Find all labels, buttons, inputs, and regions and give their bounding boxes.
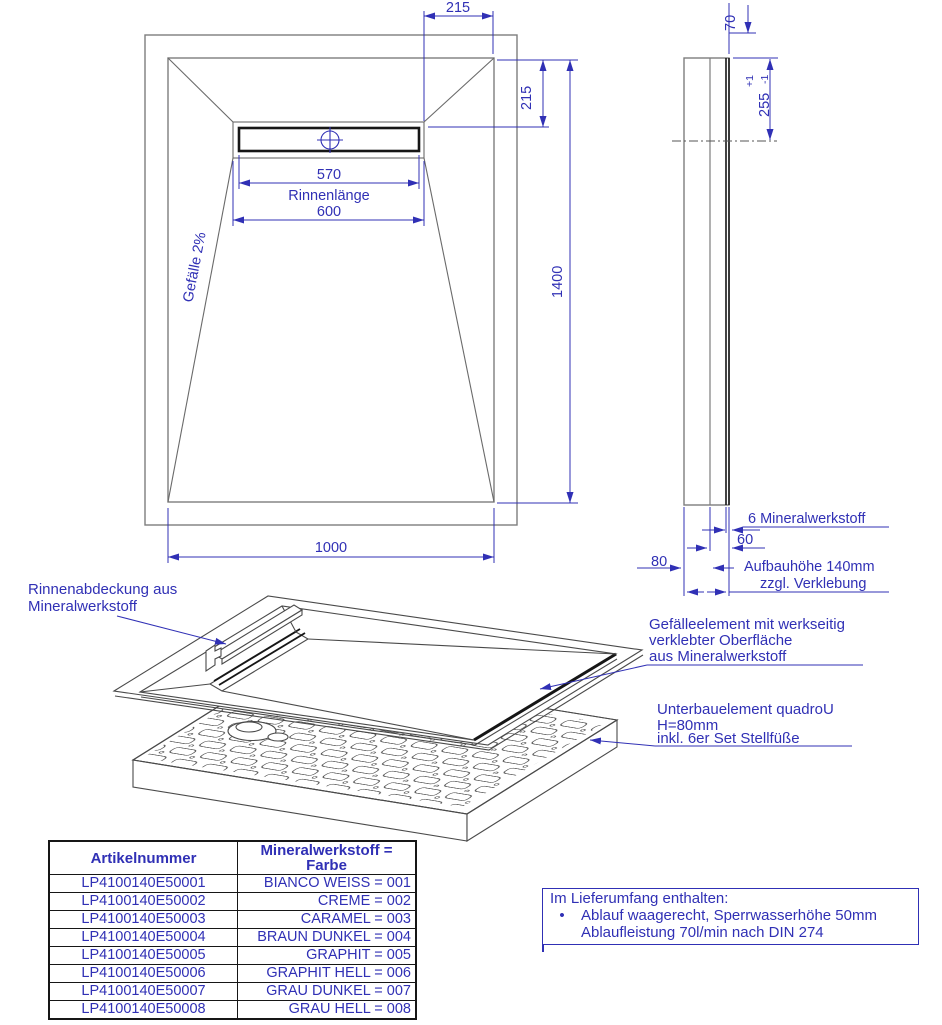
dim-width: 1000 [314, 540, 348, 556]
article-number: LP4100140E50003 [50, 911, 238, 928]
table-row [50, 964, 415, 982]
article-color: BRAUN DUNKEL = 004 [257, 929, 411, 945]
base-label-line2: H=80mm [657, 717, 719, 734]
delivery-scope-box [542, 888, 919, 945]
article-number: LP4100140E50002 [50, 893, 238, 910]
mineral-layer-note: 6 Mineralwerkstoff [748, 511, 866, 527]
tray-inner-outline [168, 58, 494, 502]
base-label-line3: inkl. 6er Set Stellfüße [657, 730, 800, 747]
article-color: BIANCO WEISS = 001 [263, 875, 411, 891]
delivery-scope-title: Im Lieferumfang enthalten: [550, 890, 729, 907]
article-color: GRAU DUNKEL = 007 [266, 983, 411, 999]
article-number: LP4100140E50004 [50, 929, 238, 946]
article-color: CREME = 002 [317, 893, 411, 909]
table-header-farbe-line2: Farbe [306, 857, 347, 874]
side-view [672, 58, 777, 505]
dim-base-80: 80 [651, 554, 668, 570]
exploded-view [114, 596, 643, 841]
table-row [50, 874, 415, 892]
cover-label-line1: Rinnenabdeckung aus [28, 581, 178, 598]
article-number: LP4100140E50005 [50, 947, 238, 964]
dim-channel-inner: 570 [316, 167, 342, 183]
cover-label-line2: Mineralwerkstoff [28, 598, 137, 615]
table-header-farbe [238, 842, 415, 874]
height-note-line2: zzgl. Verklebung [760, 576, 867, 592]
dim-depth-255: 255 [757, 92, 773, 117]
dim-top-70: 70 [723, 14, 739, 31]
article-number: LP4100140E50008 [50, 1001, 238, 1018]
base-label-line1: Unterbauelement quadroU [657, 701, 834, 718]
side-dimensions [637, 3, 889, 596]
article-color: GRAPHIT HELL = 006 [266, 965, 411, 981]
dim-channel-outer: 600 [316, 204, 342, 220]
article-number: LP4100140E50001 [50, 875, 238, 892]
table-row [50, 892, 415, 910]
dim-top-offset: 215 [445, 0, 471, 16]
slope-fold-lines [168, 58, 494, 502]
tolerance-plus: +1 [744, 75, 756, 87]
height-note-line1: Aufbauhöhe 140mm [744, 559, 875, 575]
slope-label: Gefälle 2% [180, 230, 210, 304]
delivery-item-line1: Ablauf waagerecht, Sperrwasserhöhe 50mm [581, 907, 877, 924]
article-number: LP4100140E50007 [50, 983, 238, 1000]
surface-label-line3: aus Mineralwerkstoff [649, 648, 787, 665]
table-header-artikelnummer: Artikelnummer [50, 842, 238, 874]
article-number: LP4100140E50006 [50, 965, 238, 982]
dim-element-60: 60 [737, 532, 754, 548]
surface-label-line1: Gefälleelement mit werkseitig [649, 616, 845, 633]
side-profile-outline [684, 58, 729, 505]
table-header-row [50, 842, 415, 874]
article-color: GRAPHIT = 005 [306, 947, 411, 963]
article-color: CARAMEL = 003 [300, 911, 411, 927]
drain-center-mark [317, 127, 343, 153]
dim-length: 1400 [550, 265, 566, 298]
table-header-farbe-line1: Mineralwerkstoff = [260, 842, 393, 859]
dim-side-offset: 215 [519, 85, 535, 110]
article-color: GRAU HELL = 008 [288, 1001, 411, 1017]
tray-outer-outline [145, 35, 517, 525]
table-row [50, 928, 415, 946]
plan-view [145, 35, 517, 525]
surface-label-line2: verklebter Oberfläche [649, 632, 793, 649]
tolerance-minus: -1 [759, 74, 771, 84]
table-row [50, 946, 415, 964]
bullet-icon: • [559, 907, 565, 924]
table-row [50, 1000, 415, 1018]
delivery-item-line2: Ablaufleistung 70l/min nach DIN 274 [581, 924, 824, 941]
channel-label: Rinnenlänge [288, 188, 370, 204]
table-row [50, 910, 415, 928]
article-table [48, 840, 417, 1020]
table-row [50, 982, 415, 1000]
